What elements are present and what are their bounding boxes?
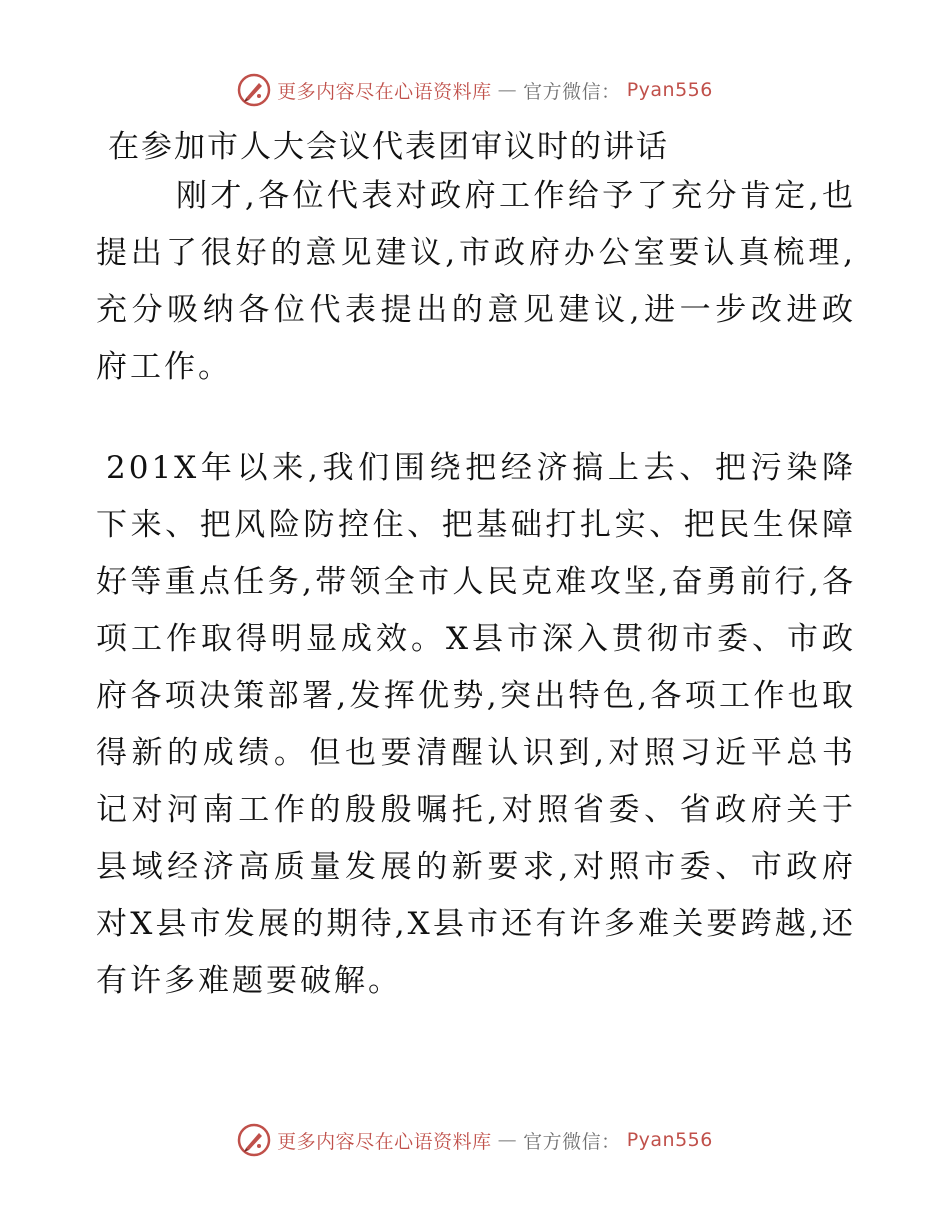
watermark-wechat-id: Pyan556 bbox=[626, 1129, 713, 1151]
document-title: 在参加市人大会议代表团审议时的讲话 bbox=[108, 129, 669, 165]
quill-logo-icon bbox=[237, 73, 271, 107]
header-watermark bbox=[0, 70, 950, 110]
watermark-wechat-id: Pyan556 bbox=[626, 79, 713, 101]
paragraph-1: 刚才,各位代表对政府工作给予了充分肯定,也提出了很好的意见建议,市政府办公室要认真梳理,充分吸纳各位代表提出的意见建议,进一步改进政府工作。 bbox=[96, 178, 856, 385]
paragraph-2: 201X年以来,我们围绕把经济搞上去、把污染降下来、把风险防控住、把基础打扎实、把民生保障好等重点任务,带领全市人民克难攻坚,奋勇前行,各项工作取得明显成效。X县市深入贯彻市委、市政府各项决策部署,发挥优势,突出特色,各项工作也取得新的成绩。但也要清醒认识到,对照习近平总书记对河南工作的殷殷嘱托,对照省委、省政府关于县域经济高质量发展的新要求,对照市委、市政府对X县市发展的期待,X县市还有许多难关要跨越,还有许多难题要破解。 bbox=[96, 450, 856, 999]
watermark-dash: — bbox=[497, 79, 518, 101]
watermark-wechat-label: 官方微信： bbox=[523, 80, 621, 103]
watermark-dash: — bbox=[497, 1129, 518, 1151]
watermark-wechat-label: 官方微信： bbox=[523, 1130, 621, 1153]
footer-watermark bbox=[0, 1120, 950, 1160]
watermark-site-text: 更多内容尽在心语资料库 bbox=[277, 1130, 492, 1153]
watermark-site-text: 更多内容尽在心语资料库 bbox=[277, 80, 492, 103]
quill-logo-icon bbox=[237, 1123, 271, 1157]
